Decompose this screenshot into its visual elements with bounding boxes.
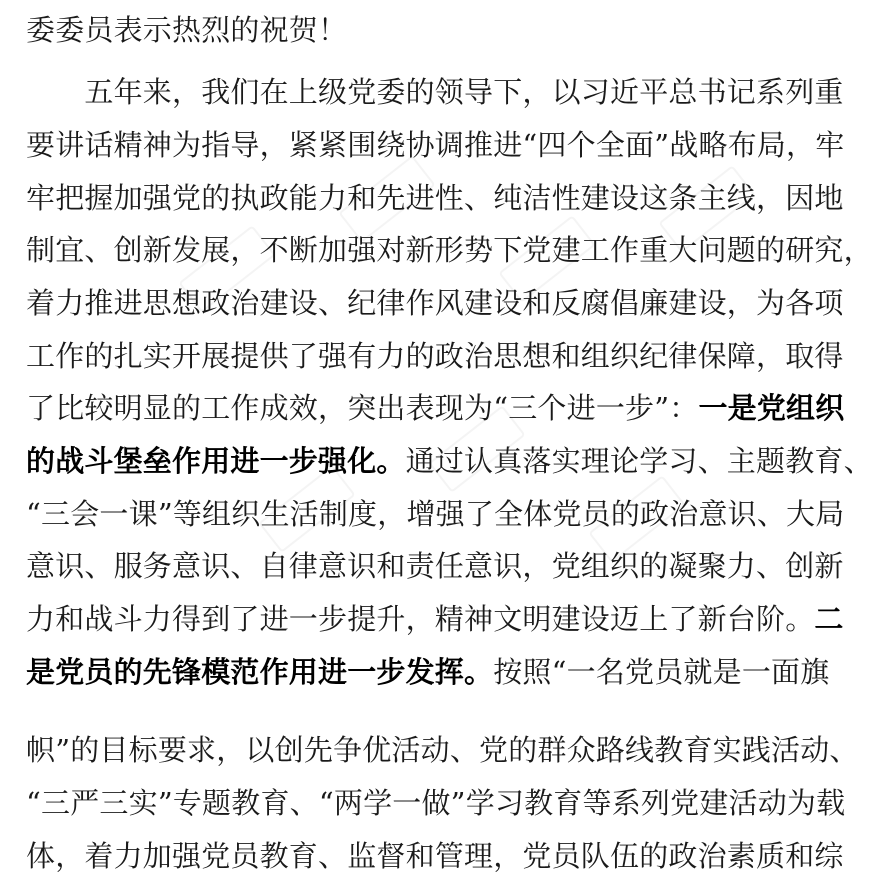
text-line: [26, 599, 844, 639]
text-line: [26, 836, 844, 876]
bold-text-segment: 一是党组织: [698, 391, 845, 425]
text-line: [26, 125, 845, 165]
text-line: [26, 730, 859, 770]
text-segment: 帜”的目标要求，以创先争优活动、党的群众路线教育实践活动、: [26, 733, 859, 767]
text-line: [26, 283, 844, 323]
text-line: [26, 10, 776, 50]
text-segment: “三严三实”专题教育、“两学一做”学习教育等系列党建活动为载: [26, 786, 846, 820]
bold-text-segment: 是党员的先锋模范作用进一步发挥。: [26, 655, 494, 689]
text-line: [26, 441, 873, 481]
text-segment: 制宜、创新发展，不断加强对新形势下党建工作重大问题的研究，: [26, 233, 873, 267]
text-segment: 五年来，我们在上级党委的领导下，以习近平总书记系列重: [26, 75, 844, 109]
text-line: [26, 336, 844, 376]
text-line: [26, 494, 845, 534]
text-line: [26, 72, 844, 112]
bold-text-segment: 二: [814, 602, 844, 636]
text-segment: 着力推进思想政治建设、纪律作风建设和反腐倡廉建设，为各项: [26, 286, 844, 320]
text-segment: 要讲话精神为指导，紧紧围绕协调推进“四个全面”战略布局，牢: [26, 128, 845, 162]
text-segment: 牢把握加强党的执政能力和先进性、纯洁性建设这条主线，因地: [26, 181, 844, 215]
text-segment: 通过认真落实理论学习、主题教育、: [405, 444, 873, 478]
text-segment: 工作的扎实开展提供了强有力的政治思想和组织纪律保障，取得: [26, 339, 844, 373]
text-line: [26, 652, 830, 692]
text-segment: 力和战斗力得到了进一步提升，精神文明建设迈上了新台阶。: [26, 602, 815, 636]
text-segment: 体，着力加强党员教育、监督和管理，党员队伍的政治素质和综: [26, 839, 844, 873]
text-segment: 按照“一名党员就是一面旗: [493, 655, 830, 689]
text-line: [26, 546, 844, 586]
text-segment: 了比较明显的工作成效，突出表现为“三个进一步”：: [26, 391, 699, 425]
text-segment: 委委员表示热烈的祝贺！: [26, 13, 348, 47]
text-segment: 意识、服务意识、自律意识和责任意识，党组织的凝聚力、创新: [26, 549, 844, 583]
text-line: [26, 388, 845, 428]
text-line: [26, 178, 844, 218]
text-line: [26, 783, 846, 823]
bold-text-segment: 的战斗堡垒作用进一步强化。: [26, 444, 406, 478]
text-segment: “三会一课”等组织生活制度，增强了全体党员的政治意识、大局: [26, 497, 845, 531]
text-line: [26, 230, 873, 270]
